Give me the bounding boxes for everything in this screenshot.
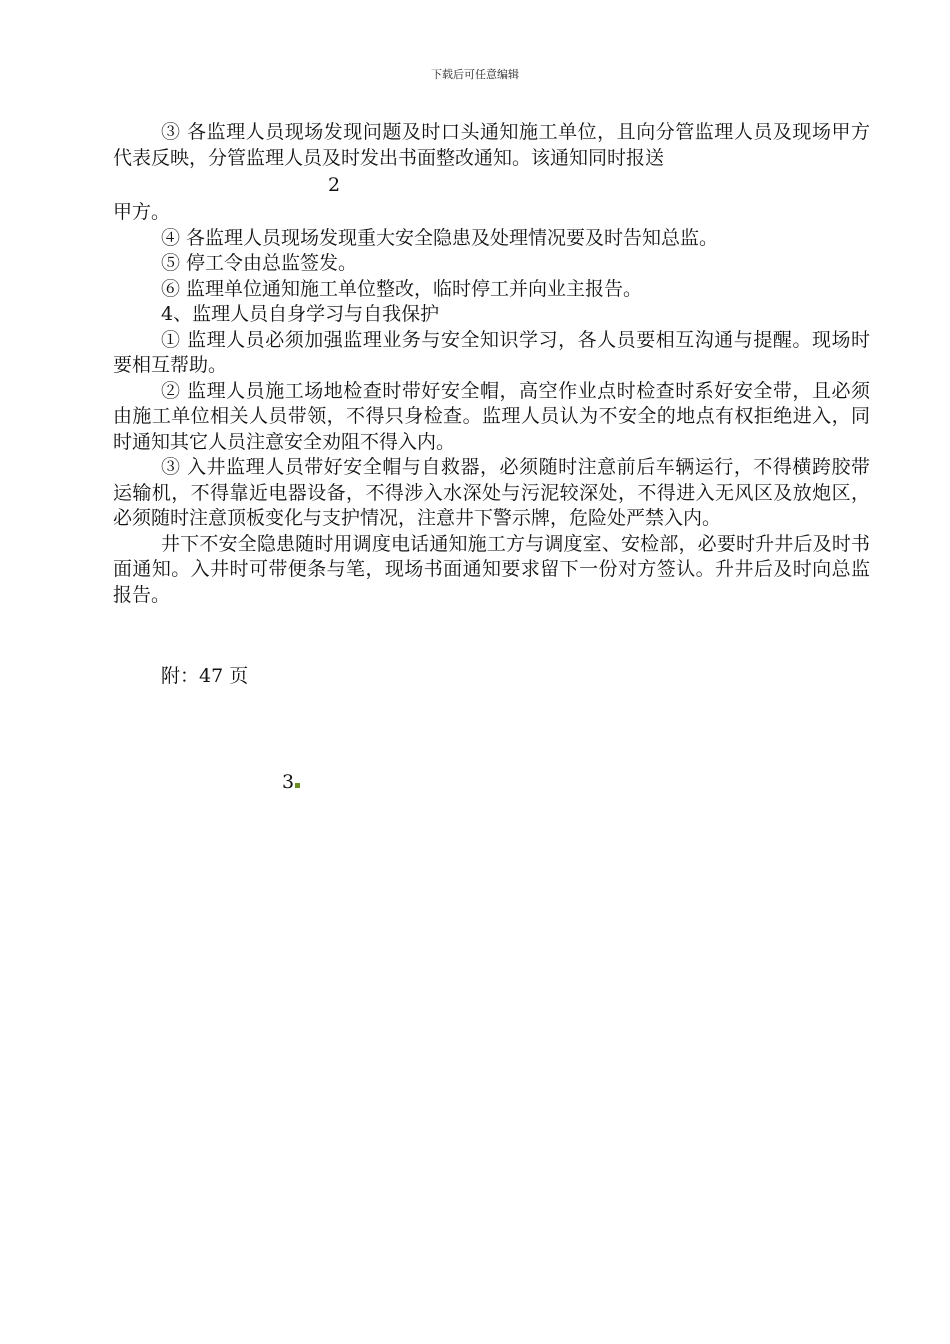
document-body bbox=[113, 120, 870, 690]
spacer bbox=[113, 608, 870, 664]
inline-page-number: 2 bbox=[328, 174, 341, 196]
attachment-note: 附：47 页 bbox=[161, 665, 249, 687]
paragraph-continued: 甲方。 bbox=[113, 201, 171, 223]
page-number-text: 3 bbox=[282, 771, 295, 793]
paragraph-2-site-check: ② 监理人员施工场地检查时带好安全帽，高空作业点时检查时系好安全带，且必须由施工单位相关人员带领，不得只身检查。监理人员认为不安全的地点有权拒绝进入，同时通知其它人员注意安全劝阻不得入内。 bbox=[113, 379, 870, 453]
marker-dot-icon bbox=[295, 783, 300, 788]
page-number bbox=[282, 771, 300, 793]
paragraph-6-rectify: ⑥ 监理单位通知施工单位整改，临时停工并向业主报告。 bbox=[161, 277, 643, 300]
page-header: 下载后可任意编辑 bbox=[431, 68, 519, 81]
paragraph-3-report: ③ 各监理人员现场发现问题及时口头通知施工单位，且向分管监理人员及现场甲方代表反映，分管监理人员及时发出书面整改通知。该通知同时报送 bbox=[113, 121, 870, 169]
paragraph-1-learning: ① 监理人员必须加强监理业务与安全知识学习，各人员要相互沟通与提醒。现场时要相互帮助。 bbox=[113, 328, 870, 376]
paragraph-4-hazard: ④ 各监理人员现场发现重大安全隐患及处理情况要及时告知总监。 bbox=[161, 226, 719, 249]
paragraph-5-stop-order: ⑤ 停工令由总监签发。 bbox=[161, 252, 358, 274]
section-heading-4: 4、监理人员自身学习与自我保护 bbox=[161, 303, 440, 325]
paragraph-3-underground: ③ 入井监理人员带好安全帽与自救器，必须随时注意前后车辆运行，不得横跨胶带运输机，不得靠近电器设备，不得涉入水深处与污泥较深处，不得进入无风区及放炮区，必须随时注意顶板变化与支护情况，注意井下警示牌，危险处严禁入内。 bbox=[113, 456, 870, 529]
paragraph-notification: 井下不安全隐患随时用调度电话通知施工方与调度室、安检部，必要时升井后及时书面通知。入井时可带便条与笔，现场书面通知要求留下一份对方签认。升井后及时向总监报告。 bbox=[113, 532, 870, 606]
